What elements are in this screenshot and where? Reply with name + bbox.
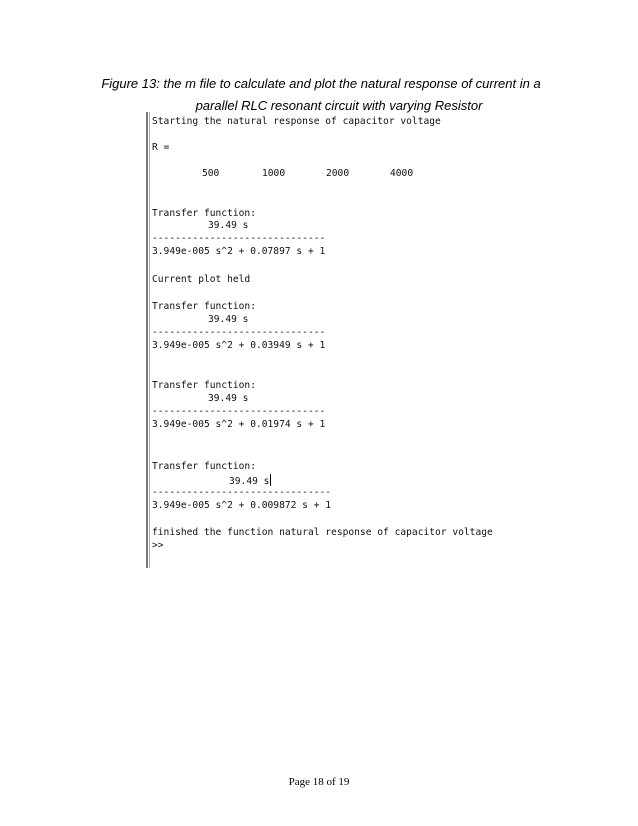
- tf-header: Transfer function:: [152, 380, 256, 391]
- tf-divider: -------------------------------: [152, 487, 332, 498]
- tf-denominator: 3.949e-005 s^2 + 0.01974 s + 1: [152, 419, 326, 430]
- tf-numerator: 39.49 s: [229, 476, 270, 487]
- tf-header: Transfer function:: [152, 461, 256, 472]
- text-cursor: [270, 474, 271, 486]
- command-prompt[interactable]: >>: [152, 540, 164, 551]
- tf-divider: ------------------------------: [152, 327, 326, 338]
- tf-numerator-row: [229, 474, 271, 488]
- tf-denominator: 3.949e-005 s^2 + 0.009872 s + 1: [152, 500, 332, 511]
- tf-numerator: 39.49 s: [208, 393, 249, 404]
- tf-denominator: 3.949e-005 s^2 + 0.03949 s + 1: [152, 340, 326, 351]
- tf-header: Transfer function:: [152, 301, 256, 312]
- r-values-row: [202, 168, 482, 180]
- command-window-screenshot: [146, 112, 506, 568]
- tf-numerator: 39.49 s: [208, 314, 249, 325]
- console-left-border: [146, 112, 148, 568]
- tf-denominator: 3.949e-005 s^2 + 0.07897 s + 1: [152, 246, 326, 257]
- tf-numerator: 39.49 s: [208, 220, 249, 231]
- finish-message: finished the function natural response of capacitor voltage: [152, 527, 493, 538]
- start-message: Starting the natural response of capacitor voltage: [152, 116, 441, 127]
- r-value: 4000: [390, 168, 414, 179]
- page-number: Page 18 of 19: [288, 776, 350, 788]
- tf-header: Transfer function:: [152, 208, 256, 219]
- r-label: R =: [152, 142, 170, 153]
- r-value: 2000: [326, 168, 350, 179]
- tf-divider: ------------------------------: [152, 406, 326, 417]
- figure-caption-line-2: parallel RLC resonant circuit with varying Resistor: [195, 98, 483, 113]
- r-value: 500: [202, 168, 220, 179]
- r-value: 1000: [262, 168, 286, 179]
- figure-caption-line-1: Figure 13: the m file to calculate and plot the natural response of current in a: [101, 76, 541, 91]
- tf-divider: ------------------------------: [152, 233, 326, 244]
- hold-message: Current plot held: [152, 274, 251, 285]
- console-left-border-inner: [149, 112, 150, 568]
